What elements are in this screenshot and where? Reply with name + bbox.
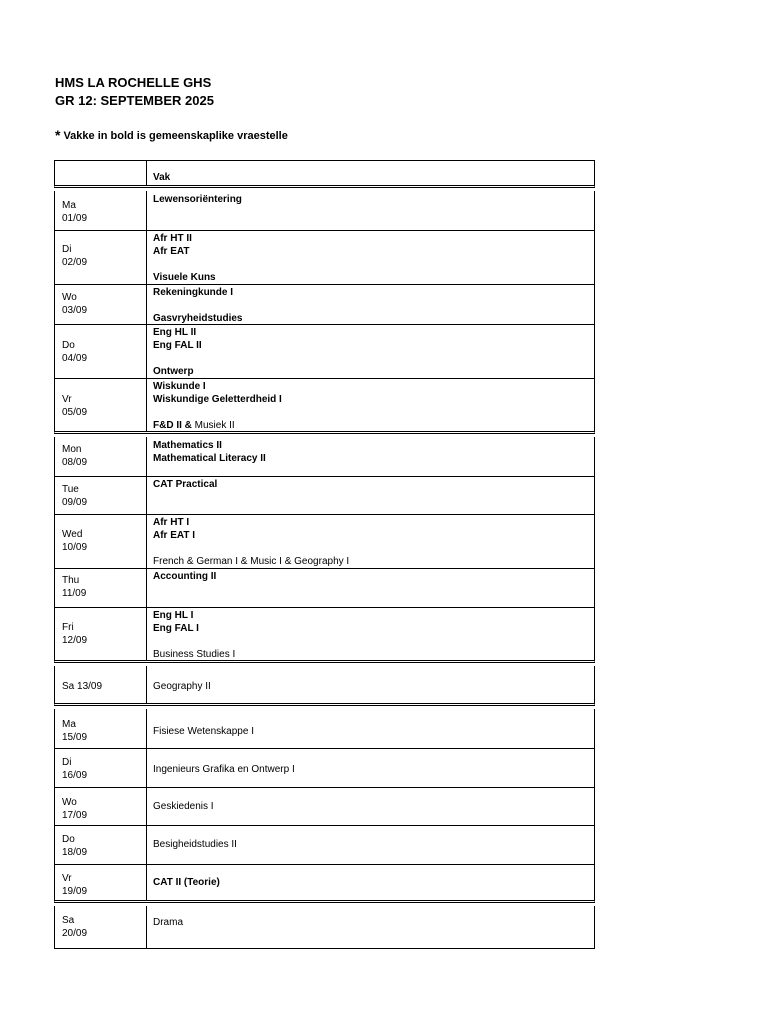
table-row [54, 477, 595, 515]
date-label: 08/09 [62, 457, 88, 468]
table-row [54, 191, 595, 231]
subject-name: CAT II (Teorie) [153, 877, 220, 888]
subject-name: Fisiese Wetenskappe I [153, 726, 254, 737]
subject-line [153, 380, 206, 393]
subject-cell [147, 325, 594, 378]
table-row [54, 325, 595, 379]
day-cell [55, 826, 147, 864]
date-label: 15/09 [62, 732, 88, 743]
day-cell [55, 906, 147, 948]
subject-cell [147, 477, 594, 514]
subject-name: Afr HT II [153, 233, 192, 244]
subject-line [153, 232, 192, 245]
day-cell [55, 477, 147, 514]
table-row [54, 788, 595, 826]
subject-name: Lewensoriëntering [153, 194, 242, 205]
table-row [54, 285, 595, 325]
subject-name: Business Studies I [153, 649, 236, 660]
subject-name: Ontwerp [153, 366, 194, 377]
day-label: Fri [62, 622, 74, 633]
day-cell [55, 285, 147, 324]
table-row [54, 826, 595, 865]
subject-cell [147, 608, 594, 660]
header-subject-label: Vak [153, 172, 171, 183]
day-cell [55, 709, 147, 748]
subject-name: Afr EAT [153, 246, 190, 257]
date-label: 10/09 [62, 542, 88, 553]
subject-line [153, 725, 254, 738]
subject-line [153, 419, 235, 432]
date-label: 16/09 [62, 770, 88, 781]
subject-cell [147, 437, 594, 476]
day-label: Di [62, 244, 72, 255]
day-cell [55, 749, 147, 787]
day-label: Sa 13/09 [62, 681, 103, 692]
subject-line [153, 339, 202, 352]
day-label: Vr [62, 873, 72, 884]
subject-line [153, 452, 266, 465]
subject-line [153, 555, 349, 568]
day-cell [55, 569, 147, 607]
subject-name: Eng FAL II [153, 340, 202, 351]
day-cell [55, 608, 147, 660]
subject-line [153, 365, 194, 378]
bold-note-text: Vakke in bold is gemeenskaplike vraestelle [63, 130, 288, 142]
table-row [54, 749, 595, 788]
subject-line [153, 439, 222, 452]
subject-name: Geography II [153, 681, 211, 692]
subject-cell [147, 826, 594, 864]
subject-name: Eng HL I [153, 610, 194, 621]
subject-line [153, 529, 195, 542]
subject-name: Afr EAT I [153, 530, 196, 541]
subject-name: Eng FAL I [153, 623, 199, 634]
subject-line [153, 312, 242, 325]
subject-name: French & German I & Music I & Geography I [153, 556, 350, 567]
bold-note [55, 127, 288, 143]
table-row [54, 379, 595, 434]
subject-cell [147, 515, 594, 568]
subject-line [153, 478, 217, 491]
table-row [54, 709, 595, 749]
school-name: HMS LA ROCHELLE GHS [55, 75, 212, 90]
table-row [54, 515, 595, 569]
header-subject-cell [147, 161, 594, 185]
date-label: 11/09 [62, 588, 87, 599]
subject-name: Wiskundige Geletterdheid I [153, 394, 282, 405]
day-cell [55, 379, 147, 431]
date-label: 18/09 [62, 847, 88, 858]
subject-line [153, 193, 242, 206]
day-label: Do [62, 340, 75, 351]
subject-cell [147, 749, 594, 787]
subject-cell [147, 865, 594, 900]
table-row [54, 437, 595, 477]
day-cell [55, 788, 147, 825]
date-label: 02/09 [62, 257, 88, 268]
table-row [54, 231, 595, 285]
subject-name: CAT Practical [153, 479, 218, 490]
subject-line [153, 516, 189, 529]
subject-cell [147, 379, 594, 431]
day-cell [55, 666, 147, 703]
subject-line [153, 916, 183, 929]
date-label: 12/09 [62, 635, 88, 646]
subject-cell [147, 666, 594, 703]
subject-line [153, 800, 214, 813]
date-label: 09/09 [62, 497, 88, 508]
subject-cell [147, 709, 594, 748]
subject-line [153, 609, 193, 622]
day-label: Mon [62, 444, 82, 455]
subject-name: Accounting II [153, 571, 217, 582]
day-cell [55, 191, 147, 230]
subject-name: Ingenieurs Grafika en Ontwerp I [153, 764, 295, 775]
subject-name: Besigheidstudies II [153, 839, 237, 850]
table-row [54, 569, 595, 608]
day-label: Wo [62, 292, 77, 303]
subject-cell [147, 788, 594, 825]
subject-line [153, 838, 237, 851]
day-label: Wed [62, 529, 83, 540]
subject-line [153, 326, 196, 339]
day-label: Vr [62, 394, 72, 405]
day-label: Ma [62, 719, 76, 730]
day-label: Do [62, 834, 75, 845]
asterisk: * [55, 127, 61, 143]
subject-name: Wiskunde I [153, 381, 206, 392]
day-label: Wo [62, 797, 77, 808]
subject-name: Mathematics II [153, 440, 222, 451]
subject-line [153, 622, 199, 635]
subject-line [153, 245, 189, 258]
day-label: Thu [62, 575, 80, 586]
date-label: 19/09 [62, 886, 88, 897]
subject-name-suffix: Musiek II [191, 420, 235, 431]
table-header-row [54, 160, 595, 188]
subject-name: Drama [153, 917, 184, 928]
subject-name: Afr HT I [153, 517, 190, 528]
day-cell [55, 231, 147, 284]
date-label: 20/09 [62, 928, 88, 939]
subject-name: Mathematical Literacy II [153, 453, 266, 464]
table-row [54, 666, 595, 706]
subject-name: F&D II & [153, 420, 192, 431]
subject-cell [147, 231, 594, 284]
day-cell [55, 325, 147, 378]
subject-line [153, 393, 282, 406]
day-label: Sa [62, 915, 75, 926]
date-label: 01/09 [62, 213, 88, 224]
subject-line [153, 286, 233, 299]
day-label: Ma [62, 200, 76, 211]
subject-line [153, 570, 216, 583]
subject-name: Geskiedenis I [153, 801, 214, 812]
subject-line [153, 680, 211, 693]
date-label: 04/09 [62, 353, 88, 364]
day-cell [55, 865, 147, 900]
table-row [54, 865, 595, 903]
subject-cell [147, 285, 594, 324]
day-cell [55, 515, 147, 568]
day-cell [55, 437, 147, 476]
subject-line [153, 763, 295, 776]
table-row [54, 906, 595, 949]
subject-cell [147, 569, 594, 607]
day-label: Tue [62, 484, 79, 495]
date-label: 05/09 [62, 407, 88, 418]
table-row [54, 608, 595, 663]
subject-line [153, 648, 235, 661]
exam-title: GR 12: SEPTEMBER 2025 [55, 93, 214, 108]
subject-line [153, 876, 220, 889]
day-label: Di [62, 757, 72, 768]
header-day-cell [55, 161, 147, 185]
subject-cell [147, 191, 594, 230]
subject-name: Eng HL II [153, 327, 197, 338]
date-label: 03/09 [62, 305, 88, 316]
subject-name: Gasvryheidstudies [153, 313, 243, 324]
subject-line [153, 271, 216, 284]
subject-name: Rekeningkunde I [153, 287, 234, 298]
subject-cell [147, 906, 594, 948]
subject-name: Visuele Kuns [153, 272, 216, 283]
date-label: 17/09 [62, 810, 88, 821]
